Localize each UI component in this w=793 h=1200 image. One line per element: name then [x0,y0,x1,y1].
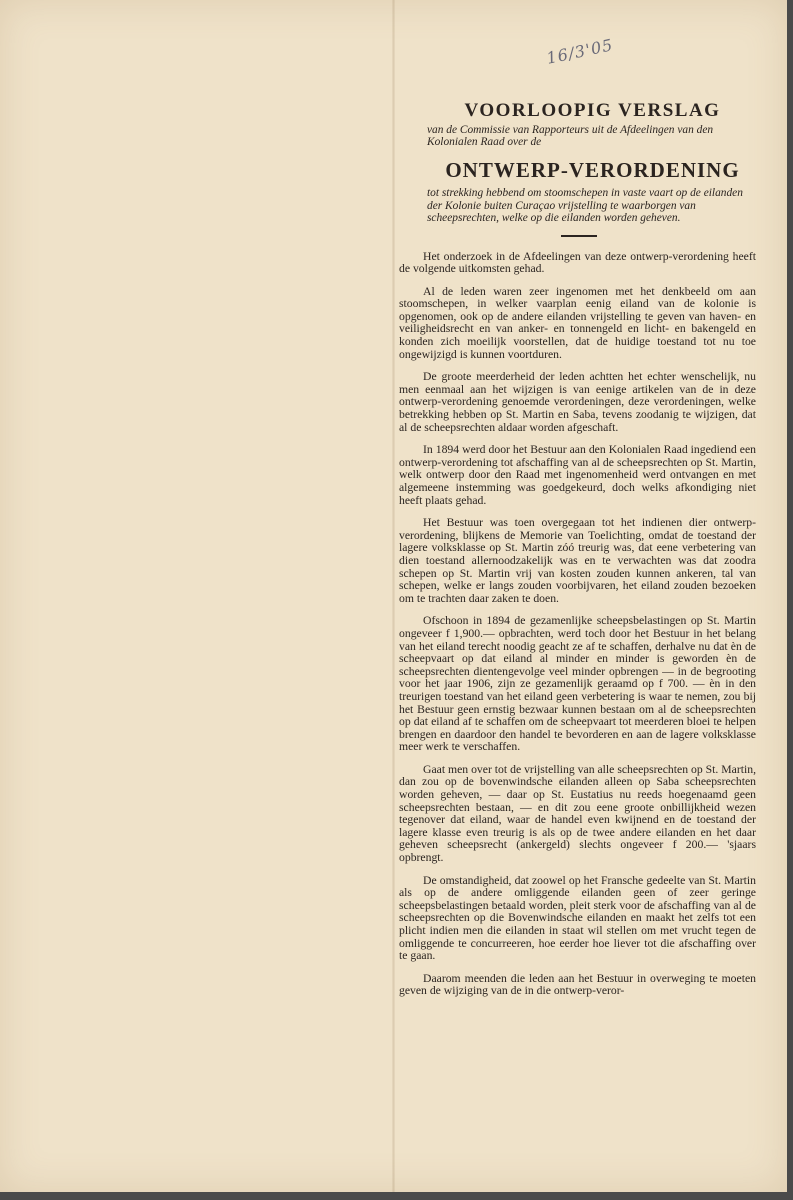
paragraph-7: Gaat men over tot de vrijstelling van alle scheepsrechten op St. Martin, dan zou op de bovenwindsche eilanden alleen op Saba scheepsrechten worden geheven, — daar op St. Eustatius nu reeds hoegenaamd geen scheepsrechten bestaan, — en dit zou eene groote onbillijkheid wezen tegenover dat eiland, waar de handel even kwijnend en de toestand der lagere klasse even treurig is als op de twee andere eilanden en het daar geheven scheepsrecht (ankergeld) slechts ongeveer f 200.— 'sjaars opbrengt. [399,762,756,865]
paragraph-2: Al de leden waren zeer ingenomen met het denkbeeld om aan stoomschepen, in welker vaarplan eenig eiland van de kolonie is opgenomen, ook op de andere eilanden vrijstelling te geven van haven- en veiligheidsrecht en van anker- en tonnengeld en licht- en bakengeld en konden zich moeilijk voorstellen, dat de huidige toestand tot nu toe ongewijzigd is kunnen voortduren. [399,284,756,361]
ordinance-subline: tot strekking hebbend om stoomschepen in vaste vaart op de eilanden der Kolonie buiten Curaçao vrijstelling te waarborgen van scheepsrechten, welke op die eilanden worden geheven. [427,187,743,224]
report-title: VOORLOOPIG VERSLAG [464,100,721,121]
paragraph-1: Het onderzoek in de Afdeelingen van deze ontwerp-verordening heeft de volgende uitkomsten gehad. [399,249,756,276]
paragraph-6: Ofschoon in 1894 de gezamenlijke scheepsbelastingen op St. Martin ongeveer f 1,900.— opbrachten, werd toch door het Bestuur in het belang van het eiland terecht noodig geacht ze af te schaffen, derhalve nu dat èn de scheepvaart op dat eiland al minder en minder is geworden èn de scheepsrechten dientengevolge veel minder opbrengen — in de begrooting voor het jaar 1906, zijn ze gezamenlijk geraamd op f 700. — èn in den treurigen toestand van het eiland geen verbetering is waar te nemen, zou bij het Bestuur geen ernstig bezwaar kunnen bestaan om al de scheepsrechten op dat eiland af te schaffen om de scheepvaart tot meerderen bloei te helpen brengen en daardoor den handel te bevorderen en aan de lagere volksklasse meer werk te verschaffen. [399,614,756,754]
section-divider [561,235,597,237]
paragraph-9: Daarom meenden die leden aan het Bestuur in overweging te moeten geven de wijziging van de in die ontwerp-veror- [399,971,756,998]
report-column [399,100,756,1008]
scan-edge-bottom [0,1192,793,1200]
paragraph-8: De omstandigheid, dat zoowel op het Fransche gedeelte van St. Martin als op de andere omliggende eilanden geen of zeer geringe scheepsbelastingen betaald worden, pleit sterk voor de afschaffing van al de scheepsrechten op die Bovenwindsche eilanden en maakt het zelfs tot een plicht indien men die eilanden in staat wil stellen om met vrucht tegen de omliggende te concurreeren, hoe eerder hoe liever tot die afschaffing over te gaan. [399,873,756,963]
report-title-subline: van de Commissie van Rapporteurs uit de Afdeelingen van den Kolonialen Raad over de [427,124,714,148]
page-fold [392,0,395,1192]
handwritten-date-annotation: 16/3'05 [544,35,615,68]
ordinance-heading: ONTWERP-VERORDENING [445,158,740,182]
paragraph-5: Het Bestuur was toen overgegaan tot het indienen dier ontwerp-verordening, blijkens de Memorie van Toelichting, omdat de toestand der lagere volksklasse op St. Martin zóó treurig was, dat eene verbetering van dien toestand allernoodzakelijk was en te verwachten was dat zoodra schepen op St. Martin vrij van kosten zouden kunnen ankeren, tal van schepen, welke er langs zouden voorbijvaren, het eiland zouden bezoeken om te trachten daar zaken te doen. [399,516,756,605]
paragraph-3: De groote meerderheid der leden achtten het echter wenschelijk, nu men eenmaal aan het wijzigen is van eenige artikelen van de in deze ontwerp-verordening genoemde verordeningen, deze verordeningen, welke betrekking hebben op St. Martin en Saba, tevens zoodanig te wijzigen, dat al de scheepsrechten aldaar worden afgeschaft. [399,370,756,434]
scan-edge-right [787,0,793,1200]
paragraph-4: In 1894 werd door het Bestuur aan den Kolonialen Raad ingediend een ontwerp-verordening tot afschaffing van al de scheepsrechten op St. Martin, welk ontwerp door den Raad met ingenomenheid werd ontvangen en met algemeene instemming was goedgekeurd, doch welks afkondiging niet heeft plaats gehad. [399,443,756,507]
